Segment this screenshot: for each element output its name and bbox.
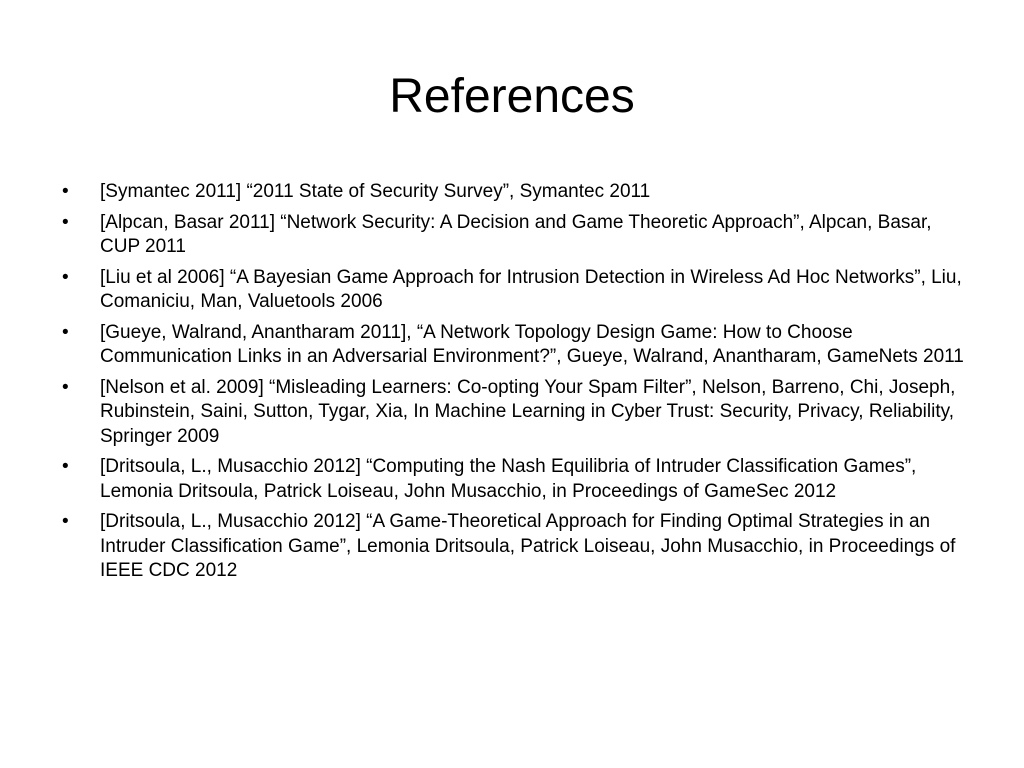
reference-item (62, 510, 967, 584)
reference-item (62, 321, 967, 370)
reference-item (62, 266, 967, 315)
slide-title: References (389, 70, 635, 123)
reference-text: [Alpcan, Basar 2011] “Network Security: A Decision and Game Theoretic Approach”, Alpcan, Basar, CUP 2011 (100, 211, 932, 257)
bullet-icon: • (62, 456, 69, 477)
bullet-icon: • (62, 321, 69, 343)
bullet-icon: • (62, 376, 69, 398)
reference-text: [Dritsoula, L., Musacchio 2012] “A Game-Theoretical Approach for Finding Optimal Strategies in an Intruder Classification Game”, Lemonia Dritsoula, Patrick Loiseau, John Musacchio, in Proceedings of IEEE CDC 2012 (100, 511, 956, 581)
reference-text: [Liu et al 2006] “A Bayesian Game Approach for Intrusion Detection in Wireless Ad Hoc Networks”, Liu, Comaniciu, Man, Valuetools 2006 (100, 266, 962, 312)
bullet-icon: • (62, 511, 69, 532)
reference-text: [Gueye, Walrand, Anantharam 2011], “A Network Topology Design Game: How to Choose Communication Links in an Adversarial Environment?”, Gueye, Walrand, Anantharam, GameNets 2011 (100, 321, 964, 367)
bullet-icon: • (62, 211, 69, 233)
reference-item (62, 211, 967, 260)
reference-text: [Nelson et al. 2009] “Misleading Learners: Co-opting Your Spam Filter”, Nelson, Barreno, Chi, Joseph, Rubinstein, Saini, Sutton, Tygar, Xia, In Machine Learning in Cyber Trust: Security, Privacy, Reliability, Springer 2009 (100, 376, 956, 447)
reference-item (62, 376, 967, 450)
reference-list (62, 180, 967, 590)
reference-text: [Symantec 2011] “2011 State of Security Survey”, Symantec 2011 (100, 181, 651, 202)
bullet-icon: • (62, 181, 69, 202)
reference-item (62, 455, 967, 504)
bullet-icon: • (62, 266, 69, 288)
reference-text: [Dritsoula, L., Musacchio 2012] “Computing the Nash Equilibria of Intruder Classification Games”, Lemonia Dritsoula, Patrick Loiseau, John Musacchio, in Proceedings of GameSec 2012 (100, 456, 917, 502)
reference-item (62, 180, 967, 205)
